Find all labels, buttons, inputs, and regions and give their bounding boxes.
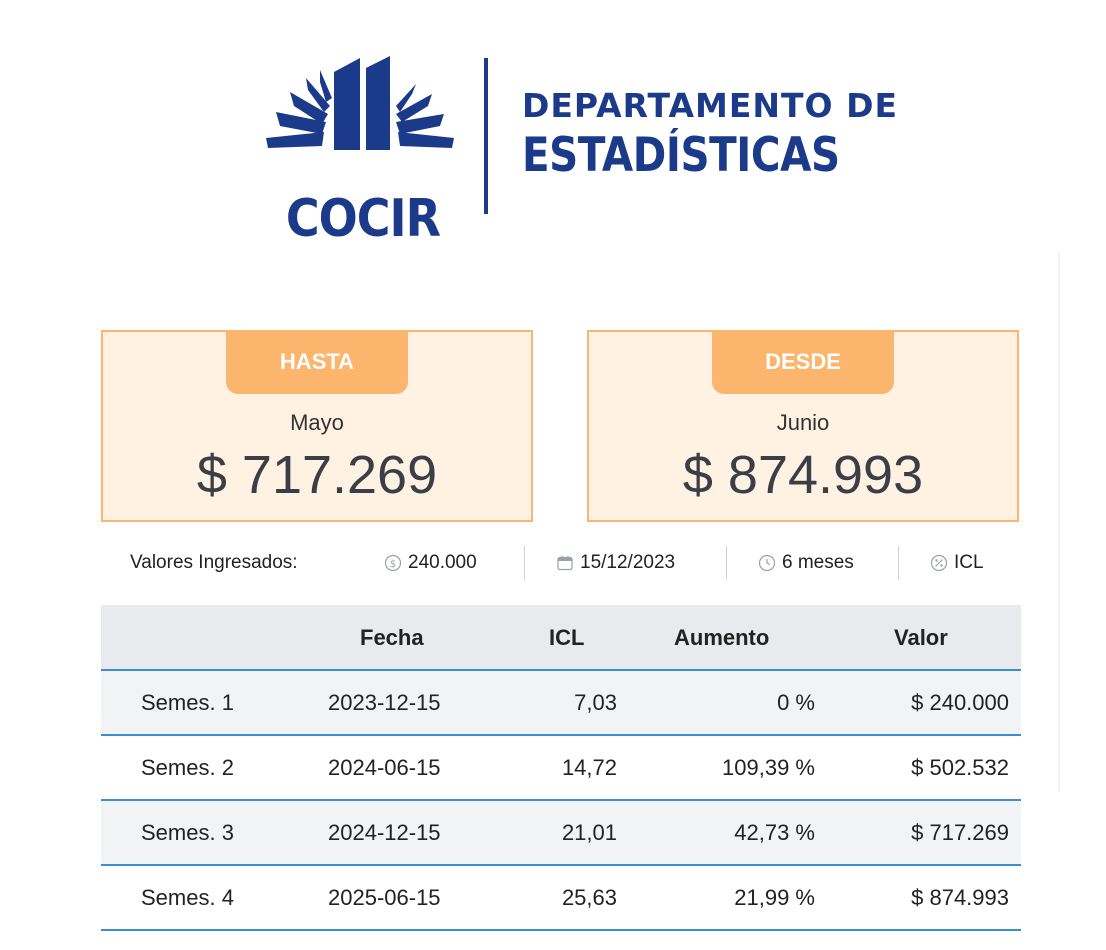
header-aumento: Aumento xyxy=(674,625,770,650)
cell-icl: 7,03 xyxy=(574,690,617,715)
cell-aumento: 21,99 % xyxy=(734,885,815,910)
separator xyxy=(726,546,727,580)
table-row xyxy=(101,736,1021,801)
amount-value: 240.000 xyxy=(408,552,477,573)
header-icl: ICL xyxy=(549,625,585,650)
desde-amount: $ 874.993 xyxy=(682,445,924,505)
table-row xyxy=(101,801,1021,866)
index-chip xyxy=(930,552,984,574)
hasta-card xyxy=(101,330,533,522)
logo-emblem-icon xyxy=(262,50,462,190)
period-value: 6 meses xyxy=(782,552,854,573)
logo-wordmark: COCIR xyxy=(285,188,441,249)
cell-valor: $ 240.000 xyxy=(911,690,1009,715)
svg-text:$: $ xyxy=(389,559,397,570)
cell-icl: 14,72 xyxy=(561,755,617,780)
hasta-amount: $ 717.269 xyxy=(196,445,438,505)
cell-semestre: Semes. 1 xyxy=(141,690,234,715)
cocir-logo xyxy=(262,50,522,249)
cell-aumento: 42,73 % xyxy=(734,820,815,845)
header-valor: Valor xyxy=(894,625,948,650)
department-title-line2: ESTADÍSTICAS xyxy=(522,128,840,183)
cell-valor: $ 717.269 xyxy=(911,820,1009,845)
cell-fecha: 2024-12-15 xyxy=(328,820,441,845)
separator xyxy=(898,546,899,580)
cell-valor: $ 874.993 xyxy=(911,885,1009,910)
input-values-label: Valores Ingresados: xyxy=(130,552,298,573)
input-values-bar xyxy=(130,546,1010,582)
desde-tab-label: DESDE xyxy=(712,330,894,394)
hasta-tab-label: HASTA xyxy=(226,330,408,394)
desde-card xyxy=(587,330,1019,522)
cell-fecha: 2023-12-15 xyxy=(328,690,441,715)
header-divider xyxy=(484,58,488,214)
cell-aumento: 109,39 % xyxy=(722,755,815,780)
cell-icl: 25,63 xyxy=(561,885,617,910)
separator xyxy=(524,546,525,580)
header-fecha: Fecha xyxy=(360,625,424,650)
table-header xyxy=(101,605,1021,671)
cell-fecha: 2024-06-15 xyxy=(328,755,441,780)
cell-semestre: Semes. 3 xyxy=(141,820,234,845)
cell-semestre: Semes. 4 xyxy=(141,885,234,910)
table-row xyxy=(101,671,1021,736)
cell-icl: 21,01 xyxy=(561,820,617,845)
date-value: 15/12/2023 xyxy=(580,552,676,573)
clock-icon xyxy=(758,554,776,572)
department-title-line1: DEPARTAMENTO DE xyxy=(522,86,899,125)
dollar-circle-icon xyxy=(384,554,402,572)
cell-aumento: 0 % xyxy=(777,690,815,715)
table-row xyxy=(101,866,1021,931)
page-edge-divider xyxy=(1058,252,1060,792)
cell-valor: $ 502.532 xyxy=(911,755,1009,780)
cell-semestre: Semes. 2 xyxy=(141,755,234,780)
calendar-icon xyxy=(556,554,574,572)
desde-month: Junio xyxy=(776,410,830,435)
hasta-month: Mayo xyxy=(290,410,344,435)
percent-icon xyxy=(930,554,948,572)
amount-chip xyxy=(384,552,477,574)
period-chip xyxy=(758,552,854,574)
index-value: ICL xyxy=(954,552,984,573)
date-chip xyxy=(556,552,675,574)
cell-fecha: 2025-06-15 xyxy=(328,885,441,910)
icl-table xyxy=(101,605,1021,931)
